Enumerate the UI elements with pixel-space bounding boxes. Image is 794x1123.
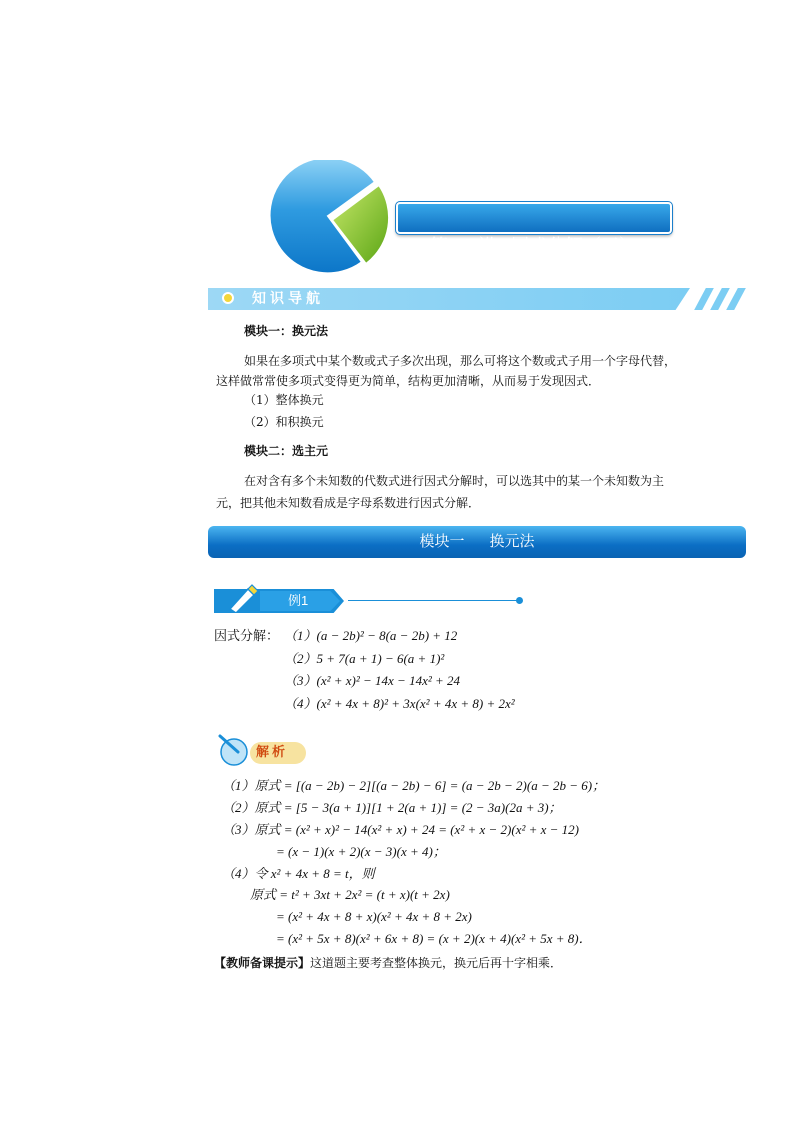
example-line-dot (516, 597, 523, 604)
example-q2: （2）5 + 7(a + 1) − 6(a + 1)² (284, 651, 445, 666)
module1-item1: （1）整体换元 (244, 393, 324, 407)
solution-3b: = (x − 1)(x + 2)(x − 3)(x + 4)； (276, 844, 446, 859)
module1-line2: 这样做常常使多项式变得更为简单，结构更加清晰，从而易于发现因式． (216, 374, 601, 388)
example-q4: （4）(x² + 4x + 8)² + 3x(x² + 4x + 8) + 2x² (284, 696, 515, 711)
example-label: 例1 (288, 593, 309, 608)
example-q1: （1）(a − 2b)² − 8(a − 2b) + 12 (284, 628, 458, 643)
chapter-heading (420, 204, 638, 256)
chapter-number: 第 20 讲 (430, 236, 497, 256)
teacher-tip-text: 这道题主要考查整体换元，换元后再十字相乘． (310, 956, 563, 970)
solution-4a: （4）令 x² + 4x + 8 = t，则 (222, 866, 375, 881)
module1-item2: （2）和积换元 (244, 415, 324, 429)
module1-title: 模块一：换元法 (244, 324, 329, 338)
analysis-label: 解析 (256, 745, 289, 760)
module2-line1: 在对含有多个未知数的代数式进行因式分解时，可以选其中的某一个未知数为主 (244, 474, 665, 488)
module1-line1: 如果在多项式中某个数或式子多次出现，那么可将这个数或式子用一个字母代替， (244, 354, 677, 368)
nav-dot-icon (222, 292, 234, 304)
example-prompt: 因式分解： (214, 628, 280, 643)
solution-4c: = (x² + 4x + 8 + x)(x² + 4x + 8 + 2x) (276, 909, 472, 924)
knowledge-nav-label: 知识导航 (252, 291, 324, 307)
pencil-icon (226, 583, 262, 613)
example-q3: （3）(x² + x)² − 14x − 14x² + 24 (284, 673, 461, 688)
module2-line2: 元，把其他未知数看成是字母系数进行因式分解． (216, 496, 481, 510)
solution-1: （1）原式 = [(a − 2b) − 2][(a − 2b) − 6] = (a − 2b − 2)(a − 2b − 6)； (222, 778, 606, 793)
solution-4b: 原式 = t² + 3xt + 2x² = (t + x)(t + 2x) (250, 887, 450, 902)
solution-4d: = (x² + 5x + 8)(x² + 6x + 8) = (x + 2)(x + 4)(x² + 5x + 8)． (276, 931, 592, 946)
solution-2: （2）原式 = [5 − 3(a + 1)][1 + 2(a + 1)] = (2 − 3a)(2a + 3)； (222, 800, 562, 815)
analysis-hand-icon (214, 732, 254, 768)
example-line (348, 600, 518, 601)
slash-decoration-3 (726, 288, 746, 310)
teacher-tip (214, 954, 744, 972)
module2-title: 模块二：选主元 (244, 444, 329, 458)
chapter-logo-icon (270, 160, 400, 275)
chapter-title: 因式分解（三） (511, 236, 638, 256)
teacher-tip-label: 【教师备课提示】 (214, 956, 311, 970)
module-banner-label: 模块一 换元法 (419, 533, 535, 550)
solution-3a: （3）原式 = (x² + x)² − 14(x² + x) + 24 = (x² + x − 2)(x² + x − 12) (222, 822, 580, 837)
